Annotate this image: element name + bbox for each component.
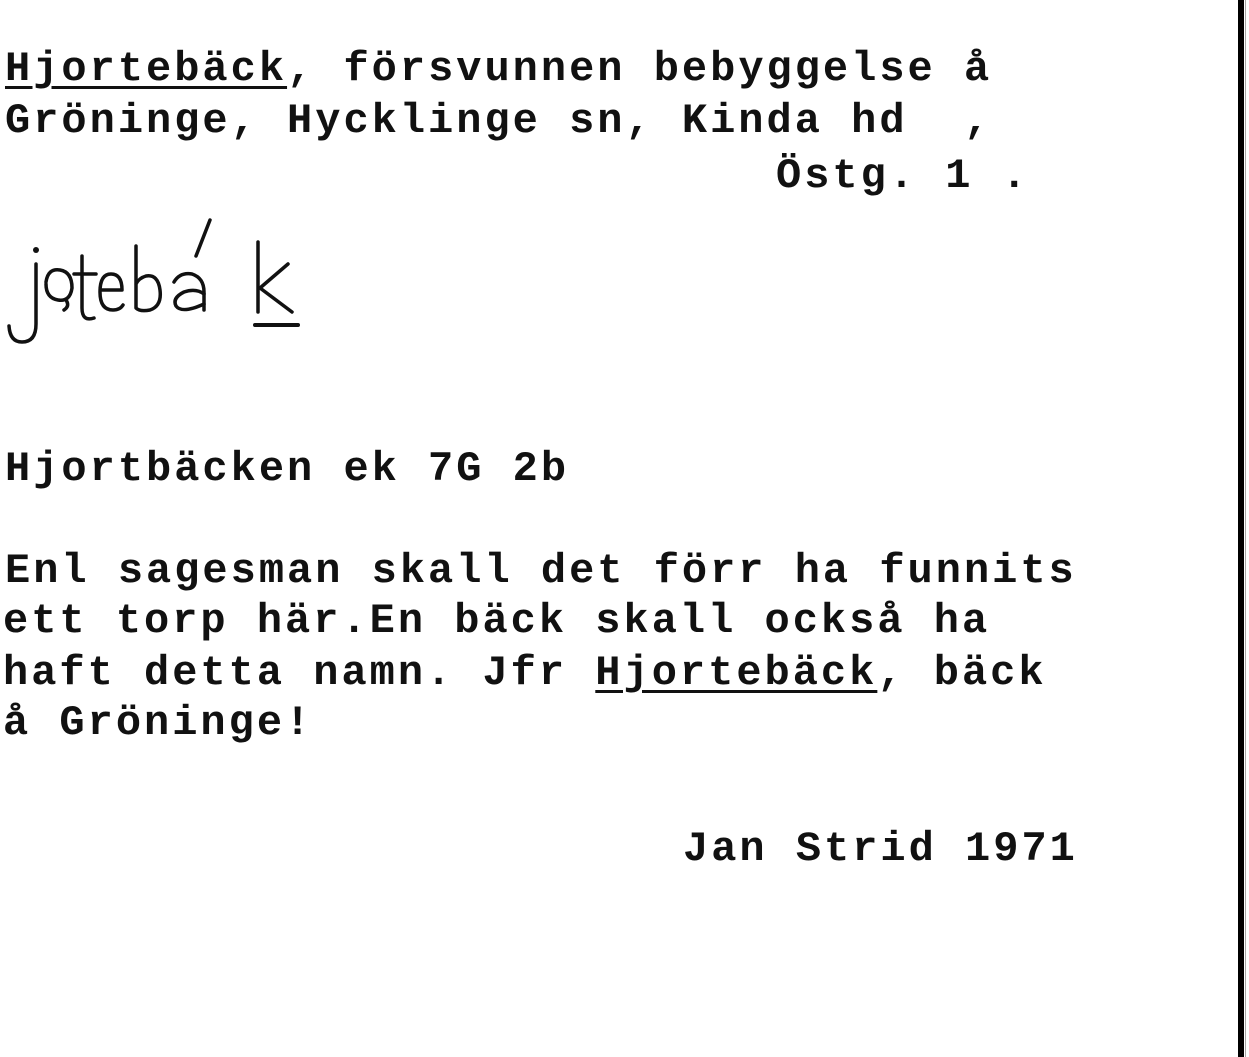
header-line-1 xyxy=(5,45,993,93)
phonetic-transcription xyxy=(0,212,320,362)
header-description: , försvunnen bebyggelse å xyxy=(287,45,993,93)
body-line-1: Enl sagesman skall det förr ha funnits xyxy=(5,547,1077,595)
card-edge-shadow xyxy=(1245,0,1246,1057)
card-edge xyxy=(1238,0,1244,1057)
body-line-3 xyxy=(3,649,1047,697)
signature: Jan Strid 1971 xyxy=(683,825,1078,873)
map-reference: Hjortbäcken ek 7G 2b xyxy=(5,445,570,493)
place-name: Hjortebäck xyxy=(5,45,288,93)
body-line-3-end: , bäck xyxy=(877,649,1047,697)
header-line-2: Gröninge, Hycklinge sn, Kinda hd , xyxy=(5,97,993,145)
body-line-3-start: haft detta namn. Jfr xyxy=(3,649,596,697)
body-line-2: ett torp här.En bäck skall också ha xyxy=(3,597,991,645)
place-name-reference: Hjortebäck xyxy=(595,649,878,697)
body-line-4: å Gröninge! xyxy=(3,699,314,747)
header-line-3: Östg. 1 . xyxy=(776,152,1030,200)
